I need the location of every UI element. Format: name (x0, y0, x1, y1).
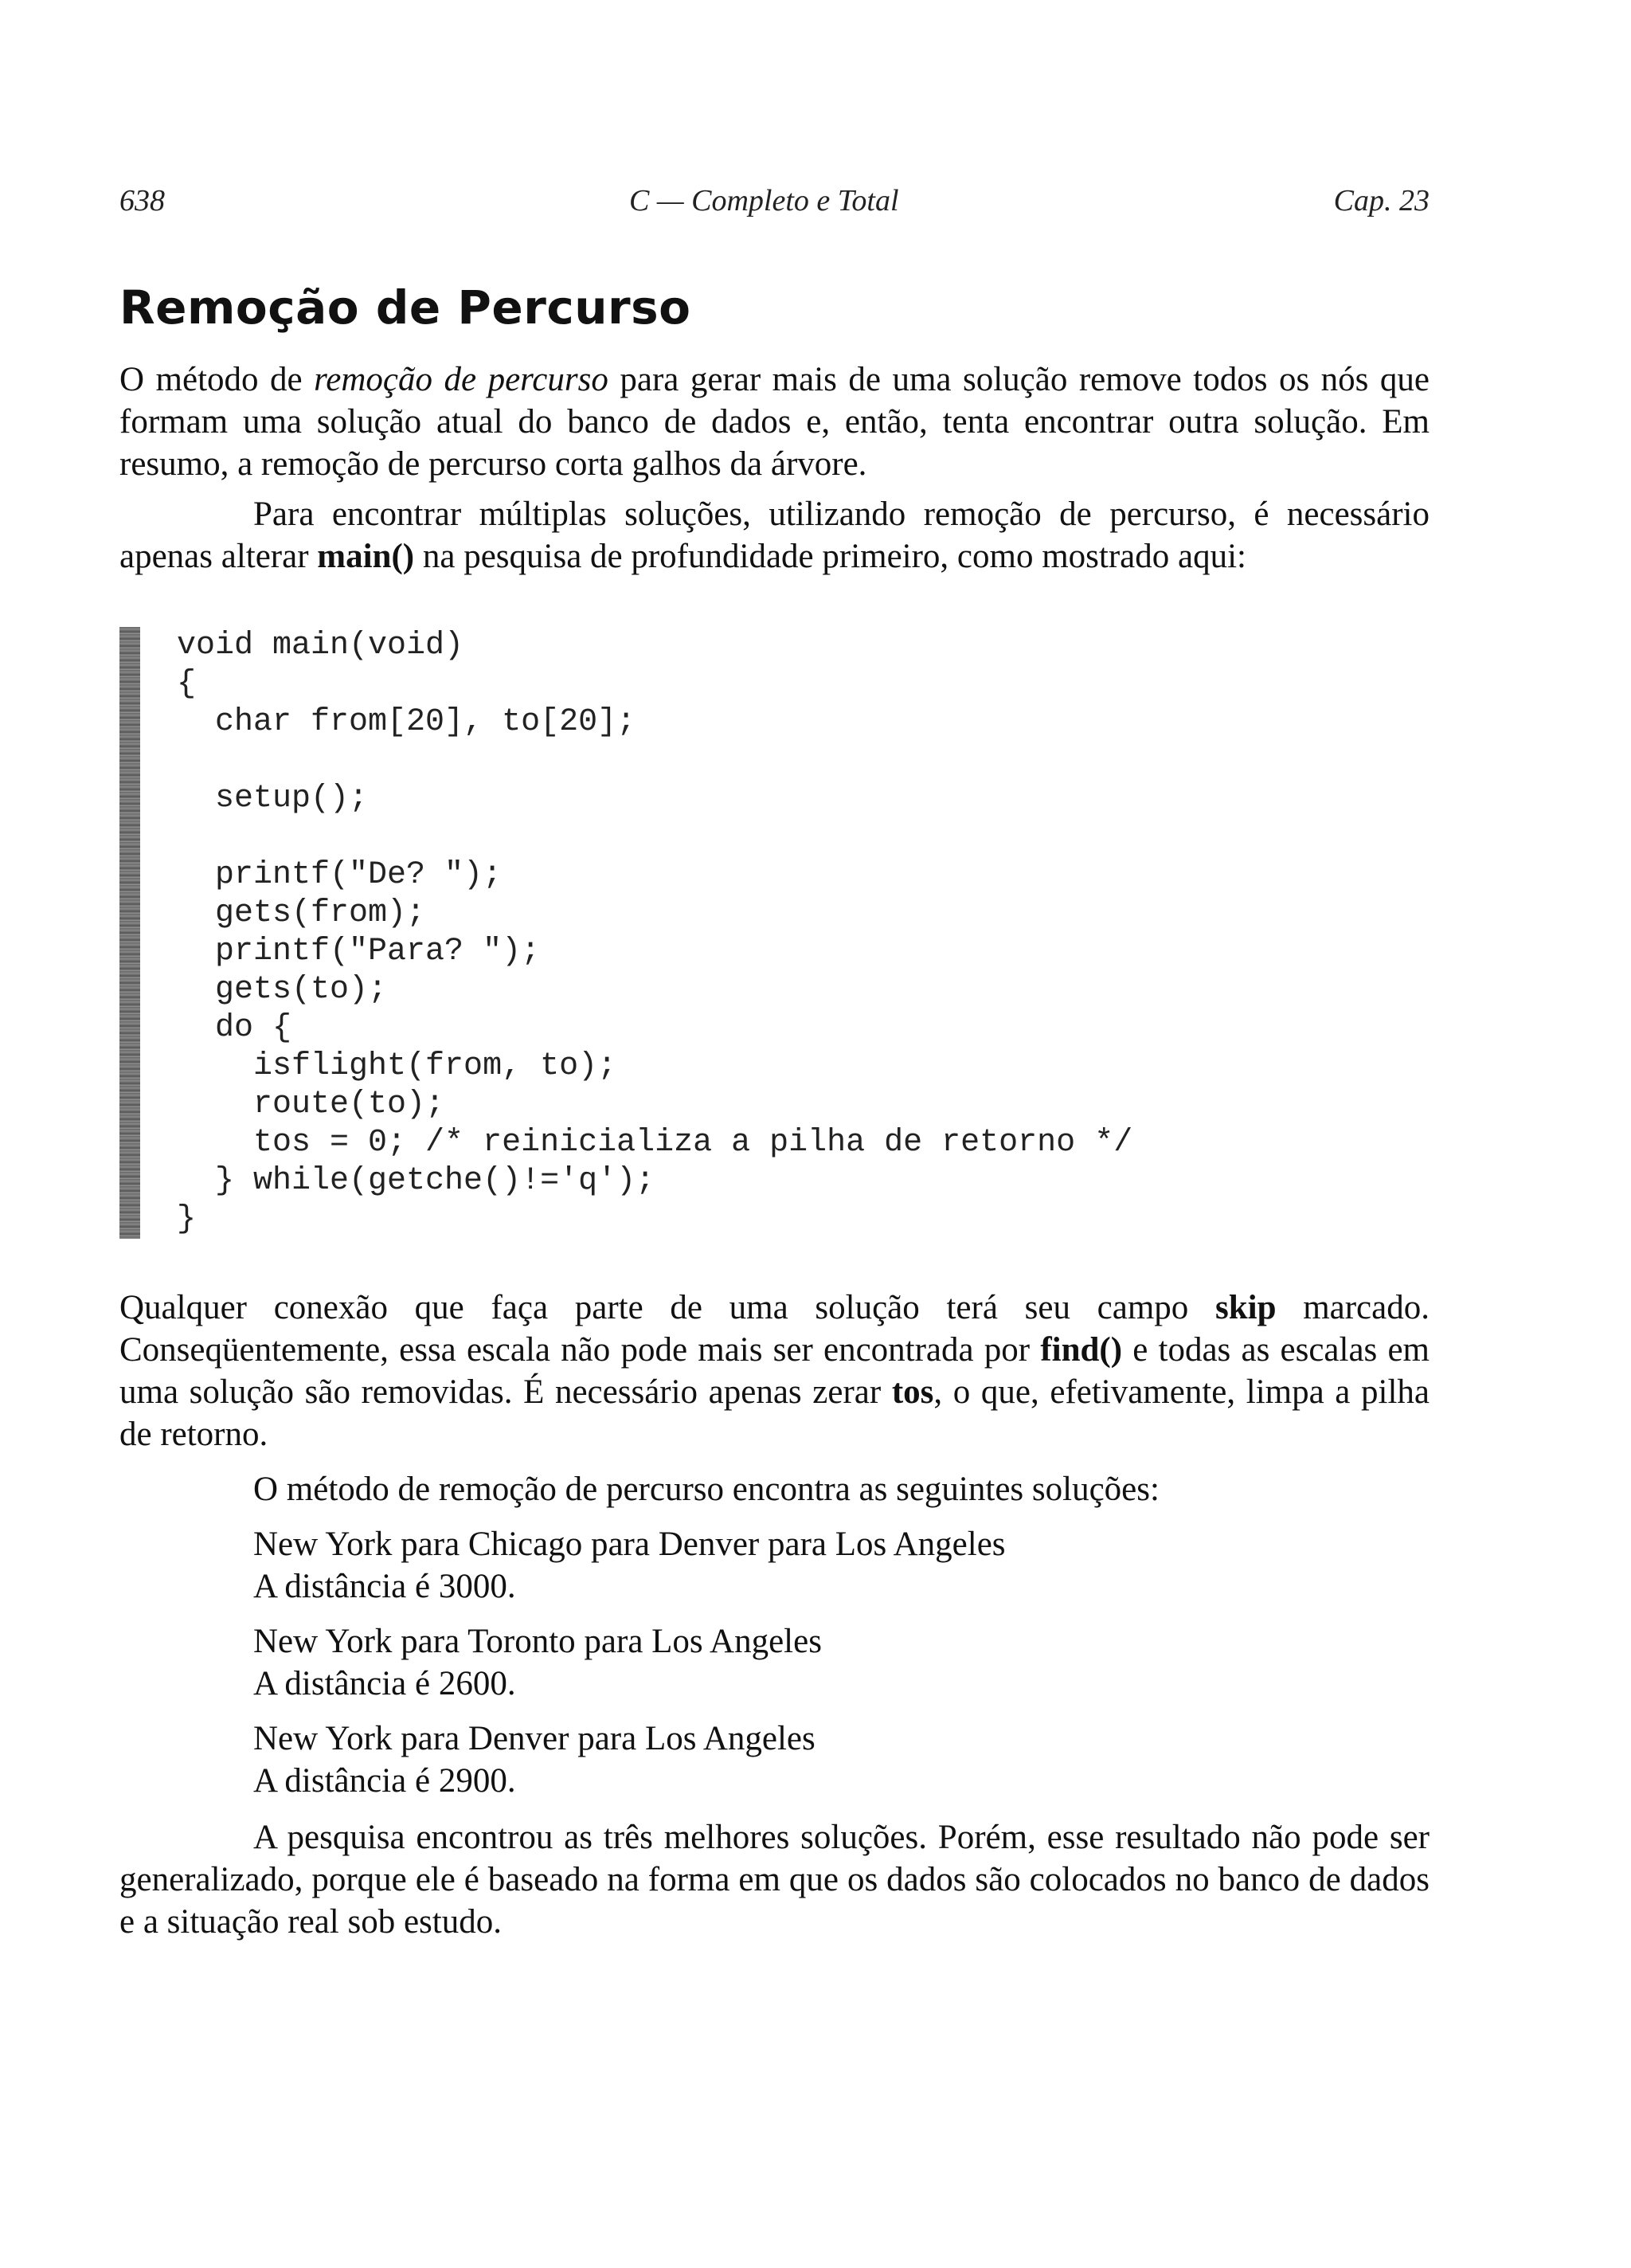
solution-route: New York para Denver para Los Angeles (253, 1720, 816, 1757)
code-listing (119, 627, 1430, 1239)
text-span: para gerar mais de uma solução remove todos os nós que formam uma solução atual do banco de dados e, então, tenta encontrar outra solução. Em resumo, a remoção de percurso corta galhos da árvore. (119, 361, 1430, 483)
chapter-label: Cap. 23 (1333, 184, 1430, 217)
bold-term-tos: tos (891, 1373, 934, 1411)
running-header (119, 151, 1430, 217)
paragraph-skip (119, 1287, 1430, 1455)
text-span: Qualquer conexão que faça parte de uma solução terá seu campo (119, 1289, 1215, 1326)
text-span: , o que, efetivamente, limpa a pilha de retorno. (119, 1373, 1430, 1453)
code-line: printf("Para? "); (177, 934, 541, 969)
code-line: gets(to); (177, 972, 388, 1008)
solution-distance: A distância é 3000. (253, 1568, 516, 1605)
book-page (119, 151, 1430, 1943)
bold-term-find: find() (1040, 1331, 1123, 1369)
solution-distance: A distância é 2900. (253, 1762, 516, 1800)
bold-term-main: main() (317, 538, 415, 575)
solutions-intro: O método de remoção de percurso encontra as seguintes soluções: (253, 1471, 1160, 1508)
text-span: na pesquisa de profundidade primeiro, como mostrado aqui: (414, 538, 1246, 575)
code-line: char from[20], to[20]; (177, 704, 636, 740)
solution-route: New York para Chicago para Denver para Los Angeles (253, 1526, 1006, 1563)
code-line: void main(void) (177, 628, 464, 664)
page-number: 638 (119, 184, 165, 217)
code-line: isflight(from, to); (177, 1048, 617, 1084)
paragraph-intro (119, 358, 1430, 485)
code-line (177, 742, 1430, 780)
code-line: gets(from); (177, 895, 426, 931)
solution-item (253, 1620, 1430, 1705)
code-line: tos = 0; /* reinicializa a pilha de retorno */ (177, 1125, 1133, 1161)
code-line: { (177, 666, 197, 702)
code-line: printf("De? "); (177, 857, 503, 893)
text-span: Para encontrar múltiplas soluções, utilizando remoção de percurso, é necessário apenas alterar (119, 496, 1430, 575)
emphasis-term: remoção de percurso (314, 361, 608, 398)
text-span: marcado. Conseqüentemente, essa escala não pode mais ser encontrada por (119, 1289, 1430, 1369)
code-line: do { (177, 1010, 292, 1046)
section-title: Remoção de Percurso (119, 280, 691, 335)
solution-distance: A distância é 2600. (253, 1665, 516, 1702)
text-span: e todas as escalas em uma solução são removidas. É necessário apenas zerar (119, 1331, 1430, 1411)
code-line: setup(); (177, 781, 369, 817)
book-title: C — Completo e Total (629, 184, 899, 217)
code-margin-bar (119, 627, 140, 1239)
solution-route: New York para Toronto para Los Angeles (253, 1623, 822, 1660)
code-line: route(to); (177, 1087, 445, 1122)
paragraph-conclusion: A pesquisa encontrou as três melhores soluções. Porém, esse resultado não pode ser generalizado, porque ele é baseado na forma em que os dados são colocados no banco de dados e a situação real sob estudo. (119, 1819, 1430, 1941)
code-line: } (177, 1201, 197, 1237)
code-line (177, 818, 1430, 856)
paragraph-method (119, 493, 1430, 578)
solution-item (253, 1718, 1430, 1802)
solution-item (253, 1523, 1430, 1608)
text-span: O método de (119, 361, 315, 398)
bold-term-skip: skip (1214, 1289, 1277, 1326)
code-line: } while(getche()!='q'); (177, 1163, 655, 1199)
